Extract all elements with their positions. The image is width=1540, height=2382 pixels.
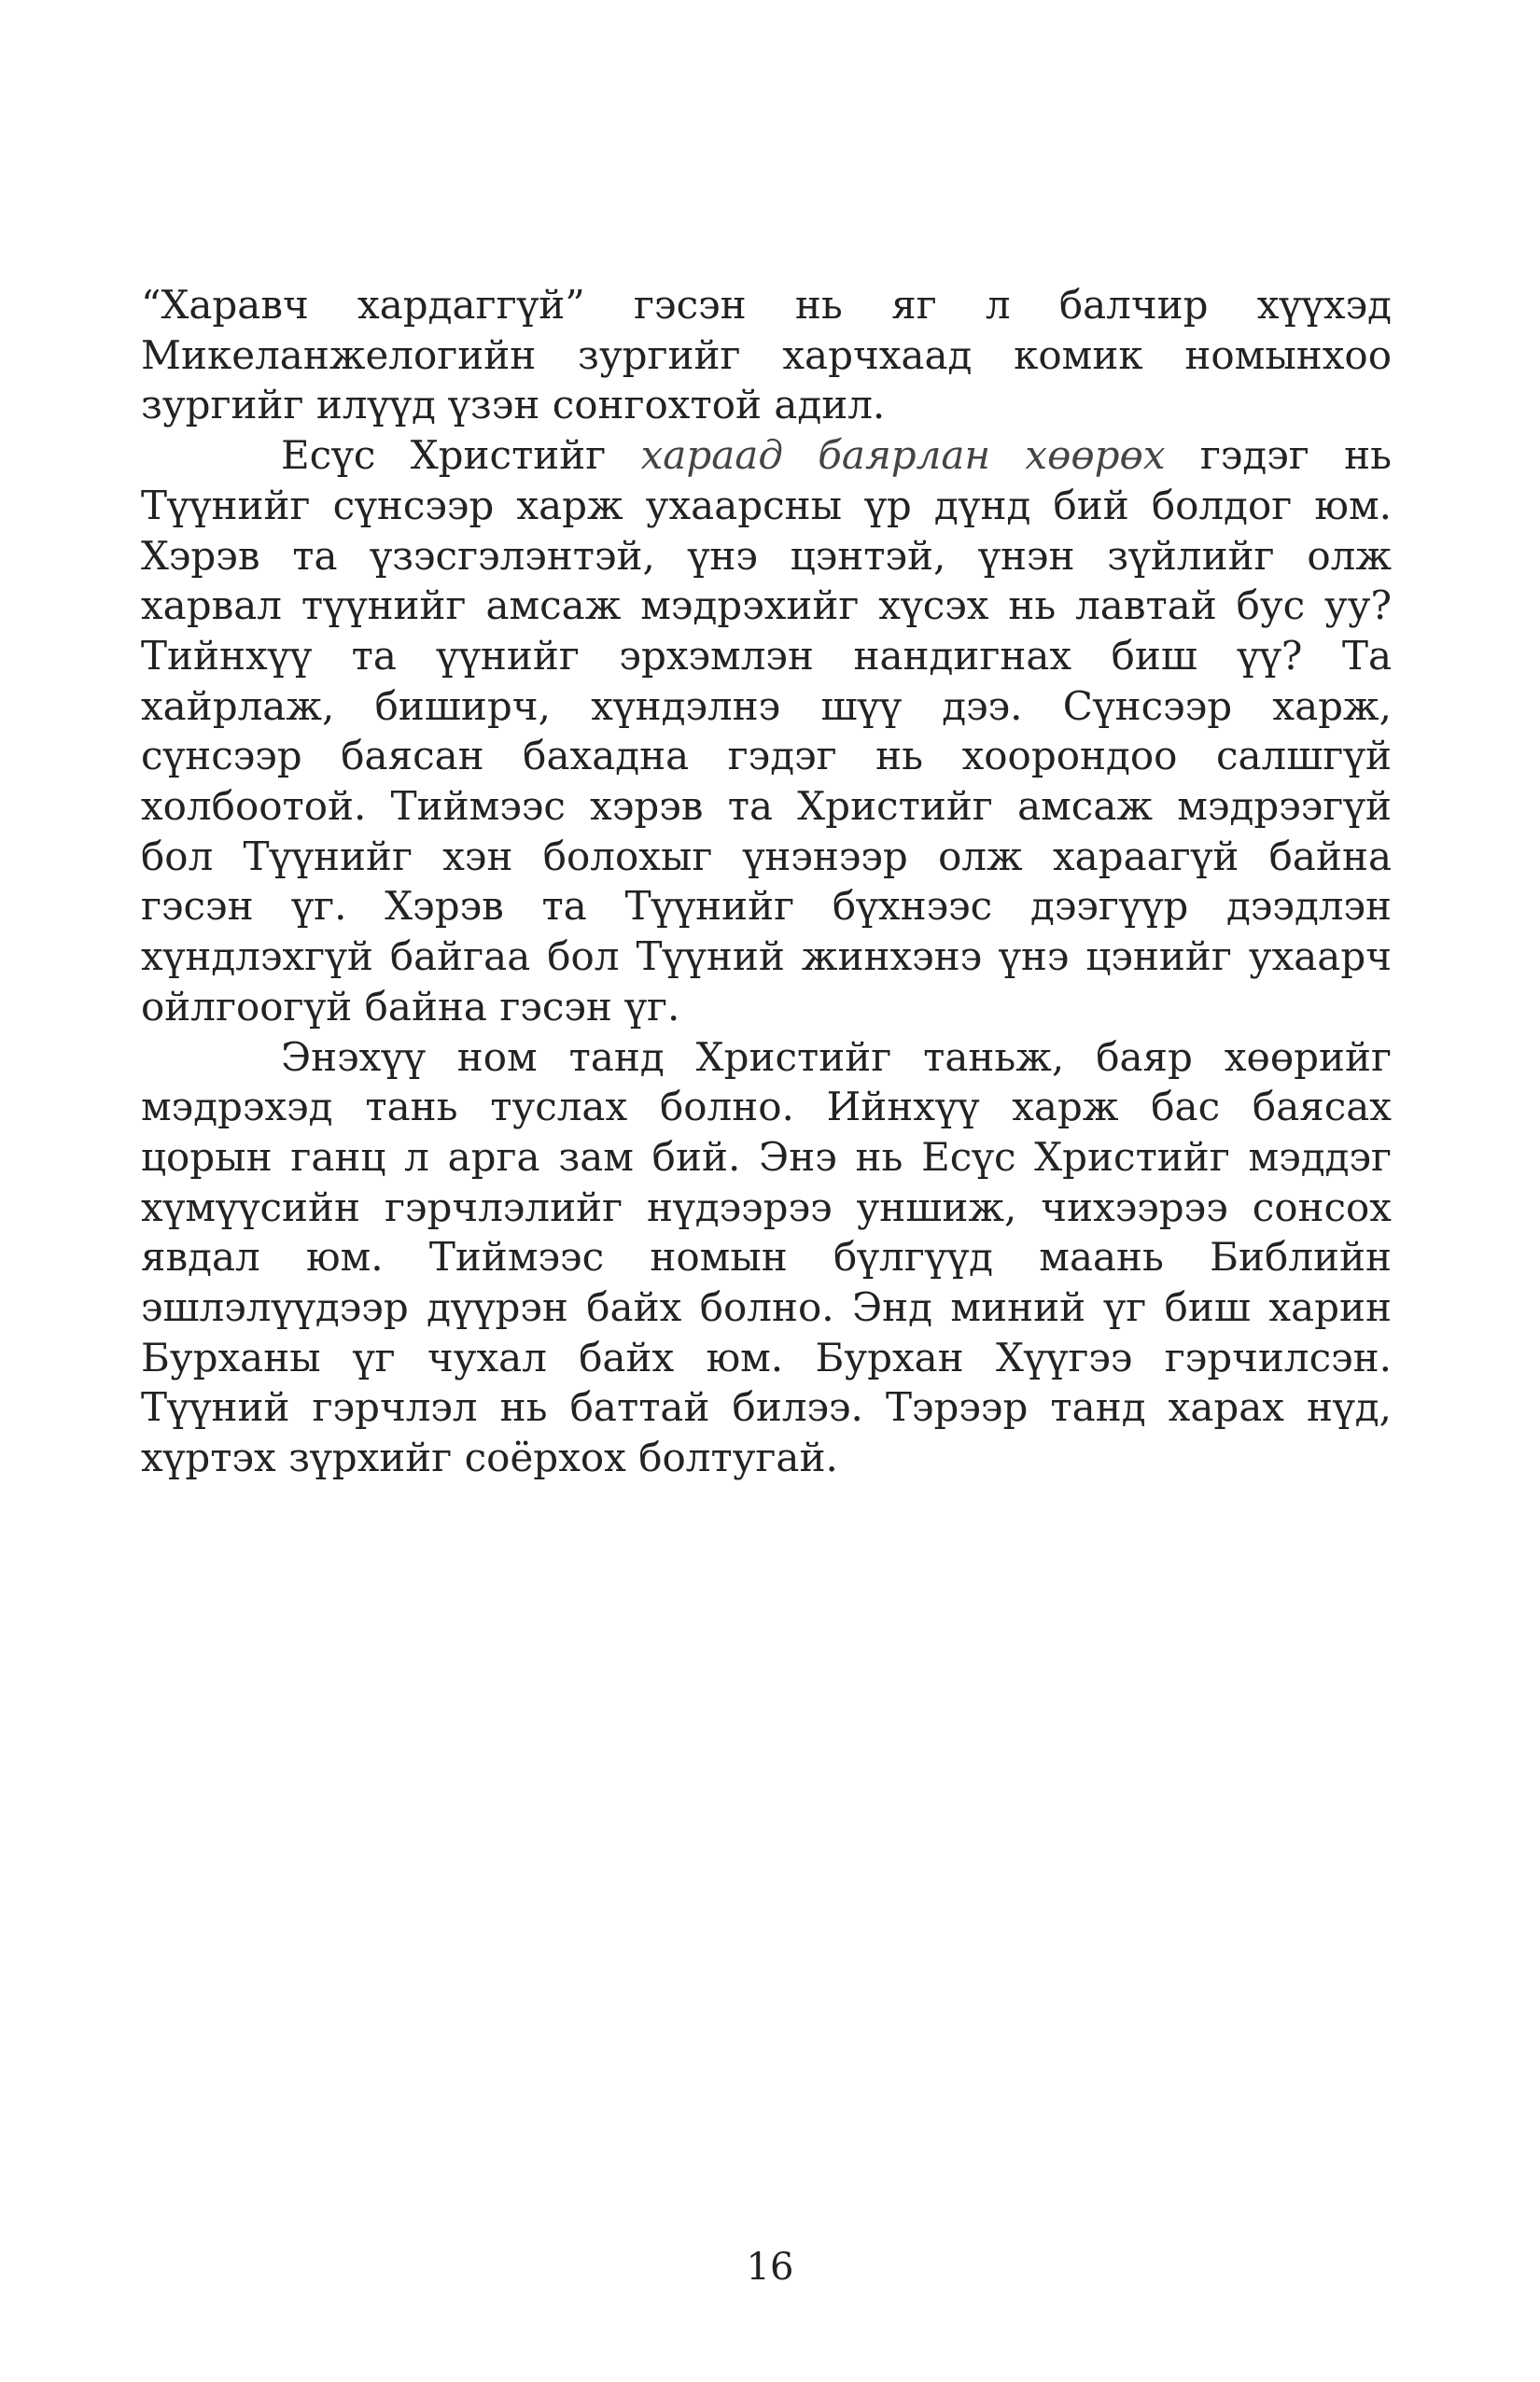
paragraph-2-after: гэдэг нь Түүнийг сүнсээр харж ухаарсны үр дүнд бий болдог юм. Хэрэв та үзэсгэлэнтэй, үнэ цэнтэй, үнэн зүйлийг олж харвал түүнийг амсаж мэдрэхийг хүсэх нь лавтай бус уу? Тийнхүү та үүнийг эрхэмлэн нандигнах биш үү? Та хайрлаж, биширч, хүндэлнэ шүү дээ. Сүнсээр харж, сүнсээр баясан бахадна гэдэг нь хоорондоо салшгүй холбоотой. Тиймээс хэрэв та Христийг амсаж мэдрээгүй бол Түүнийг хэн болохыг үнэнээр олж хараагүй байна гэсэн үг. Хэрэв та Түүнийг бүхнээс дээгүүр дээдлэн хүндлэхгүй байгаа бол Түүний жинхэнэ үнэ цэнийг ухаарч ойлгоогүй байна гэсэн үг. — [141, 432, 1392, 1030]
paragraph-1: “Харавч хардаггүй” гэсэн нь яг л балчир хүүхэд Микеланжелогийн зургийг харчхаад комик номынхоо зургийг илүүд үзэн сонгохтой адил. — [141, 282, 1392, 428]
body-text — [141, 280, 1392, 1483]
paragraph-3: Энэхүү ном танд Христийг таньж, баяр хөөрийг мэдрэхэд тань туслах болно. Ийнхүү харж бас баясах цорын ганц л арга зам бий. Энэ нь Есүс Христийг мэддэг хүмүүсийн гэрчлэлийг нүдээрээ уншиж, чихээрээ сонсох явдал юм. Тиймээс номын бүлгүүд маань Библийн эшлэлүүдээр дүүрэн байх болно. Энд миний үг биш харин Бурханы үг чухал байх юм. Бурхан Хүүгээ гэрчилсэн. Түүний гэрчлэл нь баттай билээ. Тэрээр танд харах нүд, хүртэх зүрхийг соёрхох болтугай. — [141, 1033, 1392, 1481]
paragraph-2 — [141, 430, 1392, 1031]
paragraph-2-before: Есүс Христийг — [281, 432, 641, 479]
page-number: 16 — [746, 2246, 794, 2289]
paragraph-2-italic-phrase: хараад баярлан хөөрөх — [640, 432, 1166, 479]
